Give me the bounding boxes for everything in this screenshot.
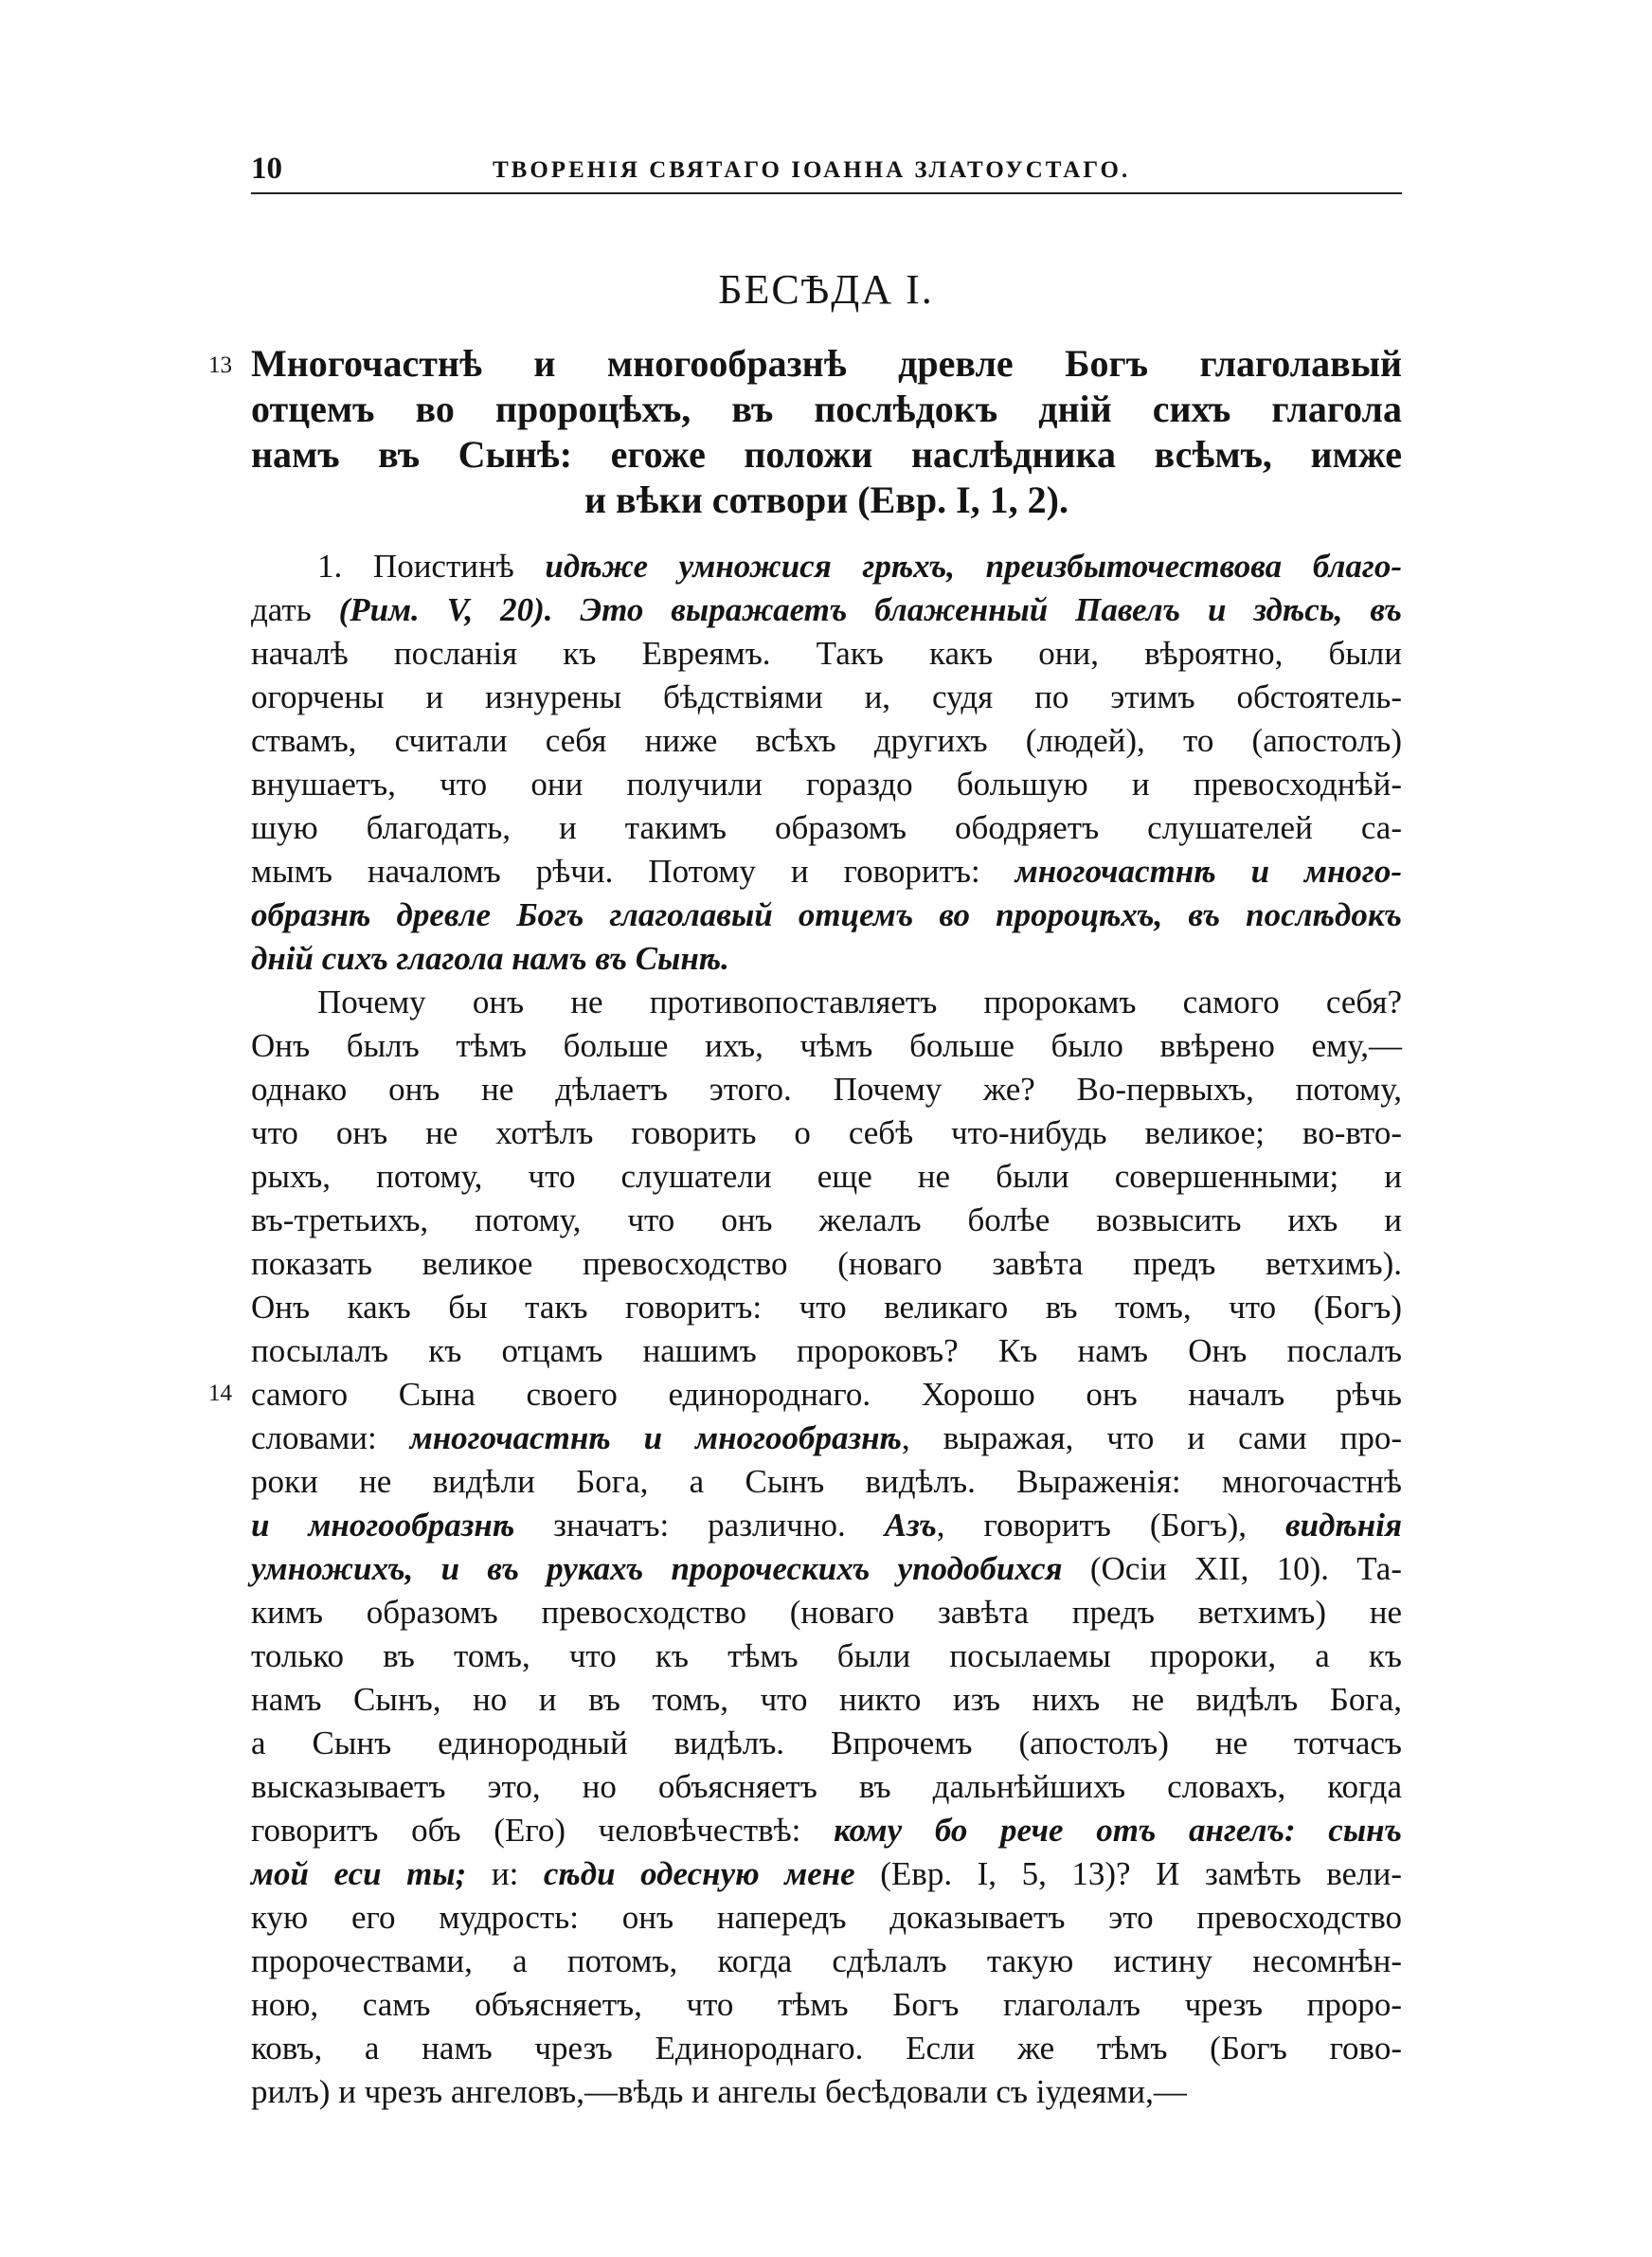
- page-number: 10: [251, 152, 282, 186]
- header-rule: [251, 192, 1402, 194]
- text-line: [251, 588, 1402, 632]
- text-line: началѣ посланія къ Евреямъ. Такъ какъ они, вѣроятно, были: [251, 635, 1402, 672]
- text-line: шую благодать, и такимъ образомъ ободряетъ слушателей са-: [251, 809, 1402, 846]
- text-line: что онъ не хотѣлъ говорить о себѣ что-нибудь великое; во-вто-: [251, 1114, 1402, 1151]
- text-line: [251, 1504, 1402, 1547]
- text-line: пророчествами, а потомъ, когда сдѣлалъ такую истину несомнѣн-: [251, 1942, 1402, 1979]
- verse-line: и вѣки сотвори (Евр. I, 1, 2).: [584, 478, 1068, 521]
- text-line: ковъ, а намъ чрезъ Единороднаго. Если же тѣмъ (Богъ гово-: [251, 2030, 1402, 2067]
- text-segment: значатъ: различно.: [514, 1507, 885, 1544]
- text-line: намъ Сынъ, но и въ томъ, что никто изъ нихъ не видѣлъ Бога,: [251, 1681, 1402, 1718]
- text-line: [251, 1417, 1402, 1460]
- italic-citation: (Рим. V, 20). Это выражаетъ блаженный Павелъ и здѣсь, въ: [311, 591, 1402, 628]
- text-line: посылалъ къ отцамъ нашимъ пророковъ? Къ намъ Онъ послалъ: [251, 1332, 1402, 1369]
- text-line: Онъ былъ тѣмъ больше ихъ, чѣмъ больше было ввѣрено ему,—: [251, 1027, 1402, 1064]
- italic-citation: видѣнія: [1284, 1507, 1402, 1544]
- text-line: а Сынъ единородный видѣлъ. Впрочемъ (апостолъ) не тотчасъ: [251, 1724, 1402, 1761]
- text-line: рилъ) и чрезъ ангеловъ,—вѣдь и ангелы бесѣдовали съ іудеями,—: [251, 2073, 1187, 2110]
- text-segment: мымъ началомъ рѣчи. Потому и говоритъ:: [251, 853, 1015, 890]
- text-line: внушаетъ, что они получили гораздо большую и превосходнѣй-: [251, 766, 1402, 803]
- italic-citation: образнѣ древле Богъ глаголавый отцемъ во пророцѣхъ, въ послѣдокъ: [251, 896, 1402, 933]
- text-segment: , выражая, что и сами про-: [901, 1419, 1402, 1456]
- text-line: Онъ какъ бы такъ говоритъ: что великаго въ томъ, что (Богъ): [251, 1289, 1402, 1326]
- text-segment: (Осіи XII, 10). Та-: [1062, 1550, 1402, 1587]
- text-segment: (Евр. I, 5, 13)? И замѣть вели-: [854, 1855, 1402, 1892]
- verse-line: намъ въ Сынѣ: егоже положи наслѣдника всѣмъ, имже: [251, 433, 1402, 476]
- text-segment: 1. Поистинѣ: [317, 548, 546, 585]
- text-segment: словами:: [251, 1419, 410, 1456]
- italic-citation: мой еси ты;: [251, 1855, 467, 1892]
- italic-citation: и многообразнѣ: [251, 1507, 515, 1544]
- text-line: [251, 937, 1402, 981]
- italic-citation: идѣже умножися грѣхъ, преизбыточествова благо-: [545, 548, 1402, 585]
- text-line: [251, 545, 1402, 588]
- text-line: кимъ образомъ превосходство (новаго завѣта предъ ветхимъ) не: [251, 1594, 1402, 1631]
- scripture-verse: [208, 341, 1402, 523]
- running-title: ТВОРЕНІЯ СВЯТАГО ІОАННА ЗЛАТОУСТАГО.: [493, 157, 1131, 183]
- marginal-number: 14: [208, 1381, 232, 1406]
- italic-citation: многочастнѣ и многообразнѣ: [409, 1419, 902, 1456]
- text-line: показать великое превосходство (новаго завѣта предъ ветхимъ).: [251, 1245, 1402, 1282]
- text-line: въ-третьихъ, потому, что онъ желалъ болѣе возвысить ихъ и: [251, 1201, 1402, 1238]
- text-line: однако онъ не дѣлаетъ этого. Почему же? Во-первыхъ, потому,: [251, 1071, 1402, 1108]
- text-segment: говоритъ объ (Его) человѣчествѣ:: [251, 1812, 835, 1849]
- italic-citation: сѣди одесную мене: [543, 1855, 855, 1892]
- marginal-number: 13: [208, 352, 232, 378]
- italic-citation: Азъ: [884, 1507, 937, 1544]
- text-line: самого Сына своего единороднаго. Хорошо онъ началъ рѣчь: [251, 1376, 1402, 1413]
- text-line: [251, 1809, 1402, 1852]
- text-line: [251, 1852, 1402, 1896]
- italic-citation: кому бо рече отъ ангелъ: сынъ: [834, 1812, 1403, 1849]
- homily-title: БЕСѢДА I.: [718, 266, 934, 313]
- text-line: Почему онъ не противопоставляетъ пророкамъ самого себя?: [317, 984, 1402, 1020]
- italic-citation: дній сихъ глагола намъ въ Сынѣ.: [251, 940, 729, 977]
- verse-line: Многочастнѣ и многообразнѣ древле Богъ глаголавый: [251, 342, 1402, 385]
- text-segment: и:: [466, 1855, 544, 1892]
- text-line: огорчены и изнурены бѣдствіями и, судя по этимъ обстоятель-: [251, 678, 1402, 715]
- text-line: [251, 1547, 1402, 1591]
- text-line: кую его мудрость: онъ напередъ доказываетъ это превосходство: [251, 1899, 1402, 1936]
- running-head: [251, 152, 1402, 191]
- italic-citation: умножихъ, и въ рукахъ пророческихъ уподобихся: [251, 1550, 1063, 1587]
- text-line: ствамъ, считали себя ниже всѣхъ другихъ (людей), то (апостолъ): [251, 722, 1402, 759]
- text-segment: , говоритъ (Богъ),: [936, 1507, 1285, 1544]
- text-line: только въ томъ, что къ тѣмъ были посылаемы пророки, а къ: [251, 1637, 1402, 1674]
- text-line: высказываетъ это, но объясняетъ въ дальнѣйшихъ словахъ, когда: [251, 1768, 1402, 1805]
- text-line: роки не видѣли Бога, а Сынъ видѣлъ. Выраженія: многочастнѣ: [251, 1463, 1402, 1500]
- text-segment: дать: [251, 591, 312, 628]
- text-line: [251, 894, 1402, 937]
- verse-line: отцемъ во пророцѣхъ, въ послѣдокъ дній сихъ глагола: [251, 388, 1402, 430]
- text-line: рыхъ, потому, что слушатели еще не были совершенными; и: [251, 1158, 1402, 1195]
- body-text: [208, 545, 1403, 2114]
- italic-citation: многочастнѣ и много-: [1015, 853, 1402, 890]
- text-line: ною, самъ объясняетъ, что тѣмъ Богъ глаголалъ чрезъ проро-: [251, 1986, 1402, 2023]
- text-line: [251, 850, 1402, 894]
